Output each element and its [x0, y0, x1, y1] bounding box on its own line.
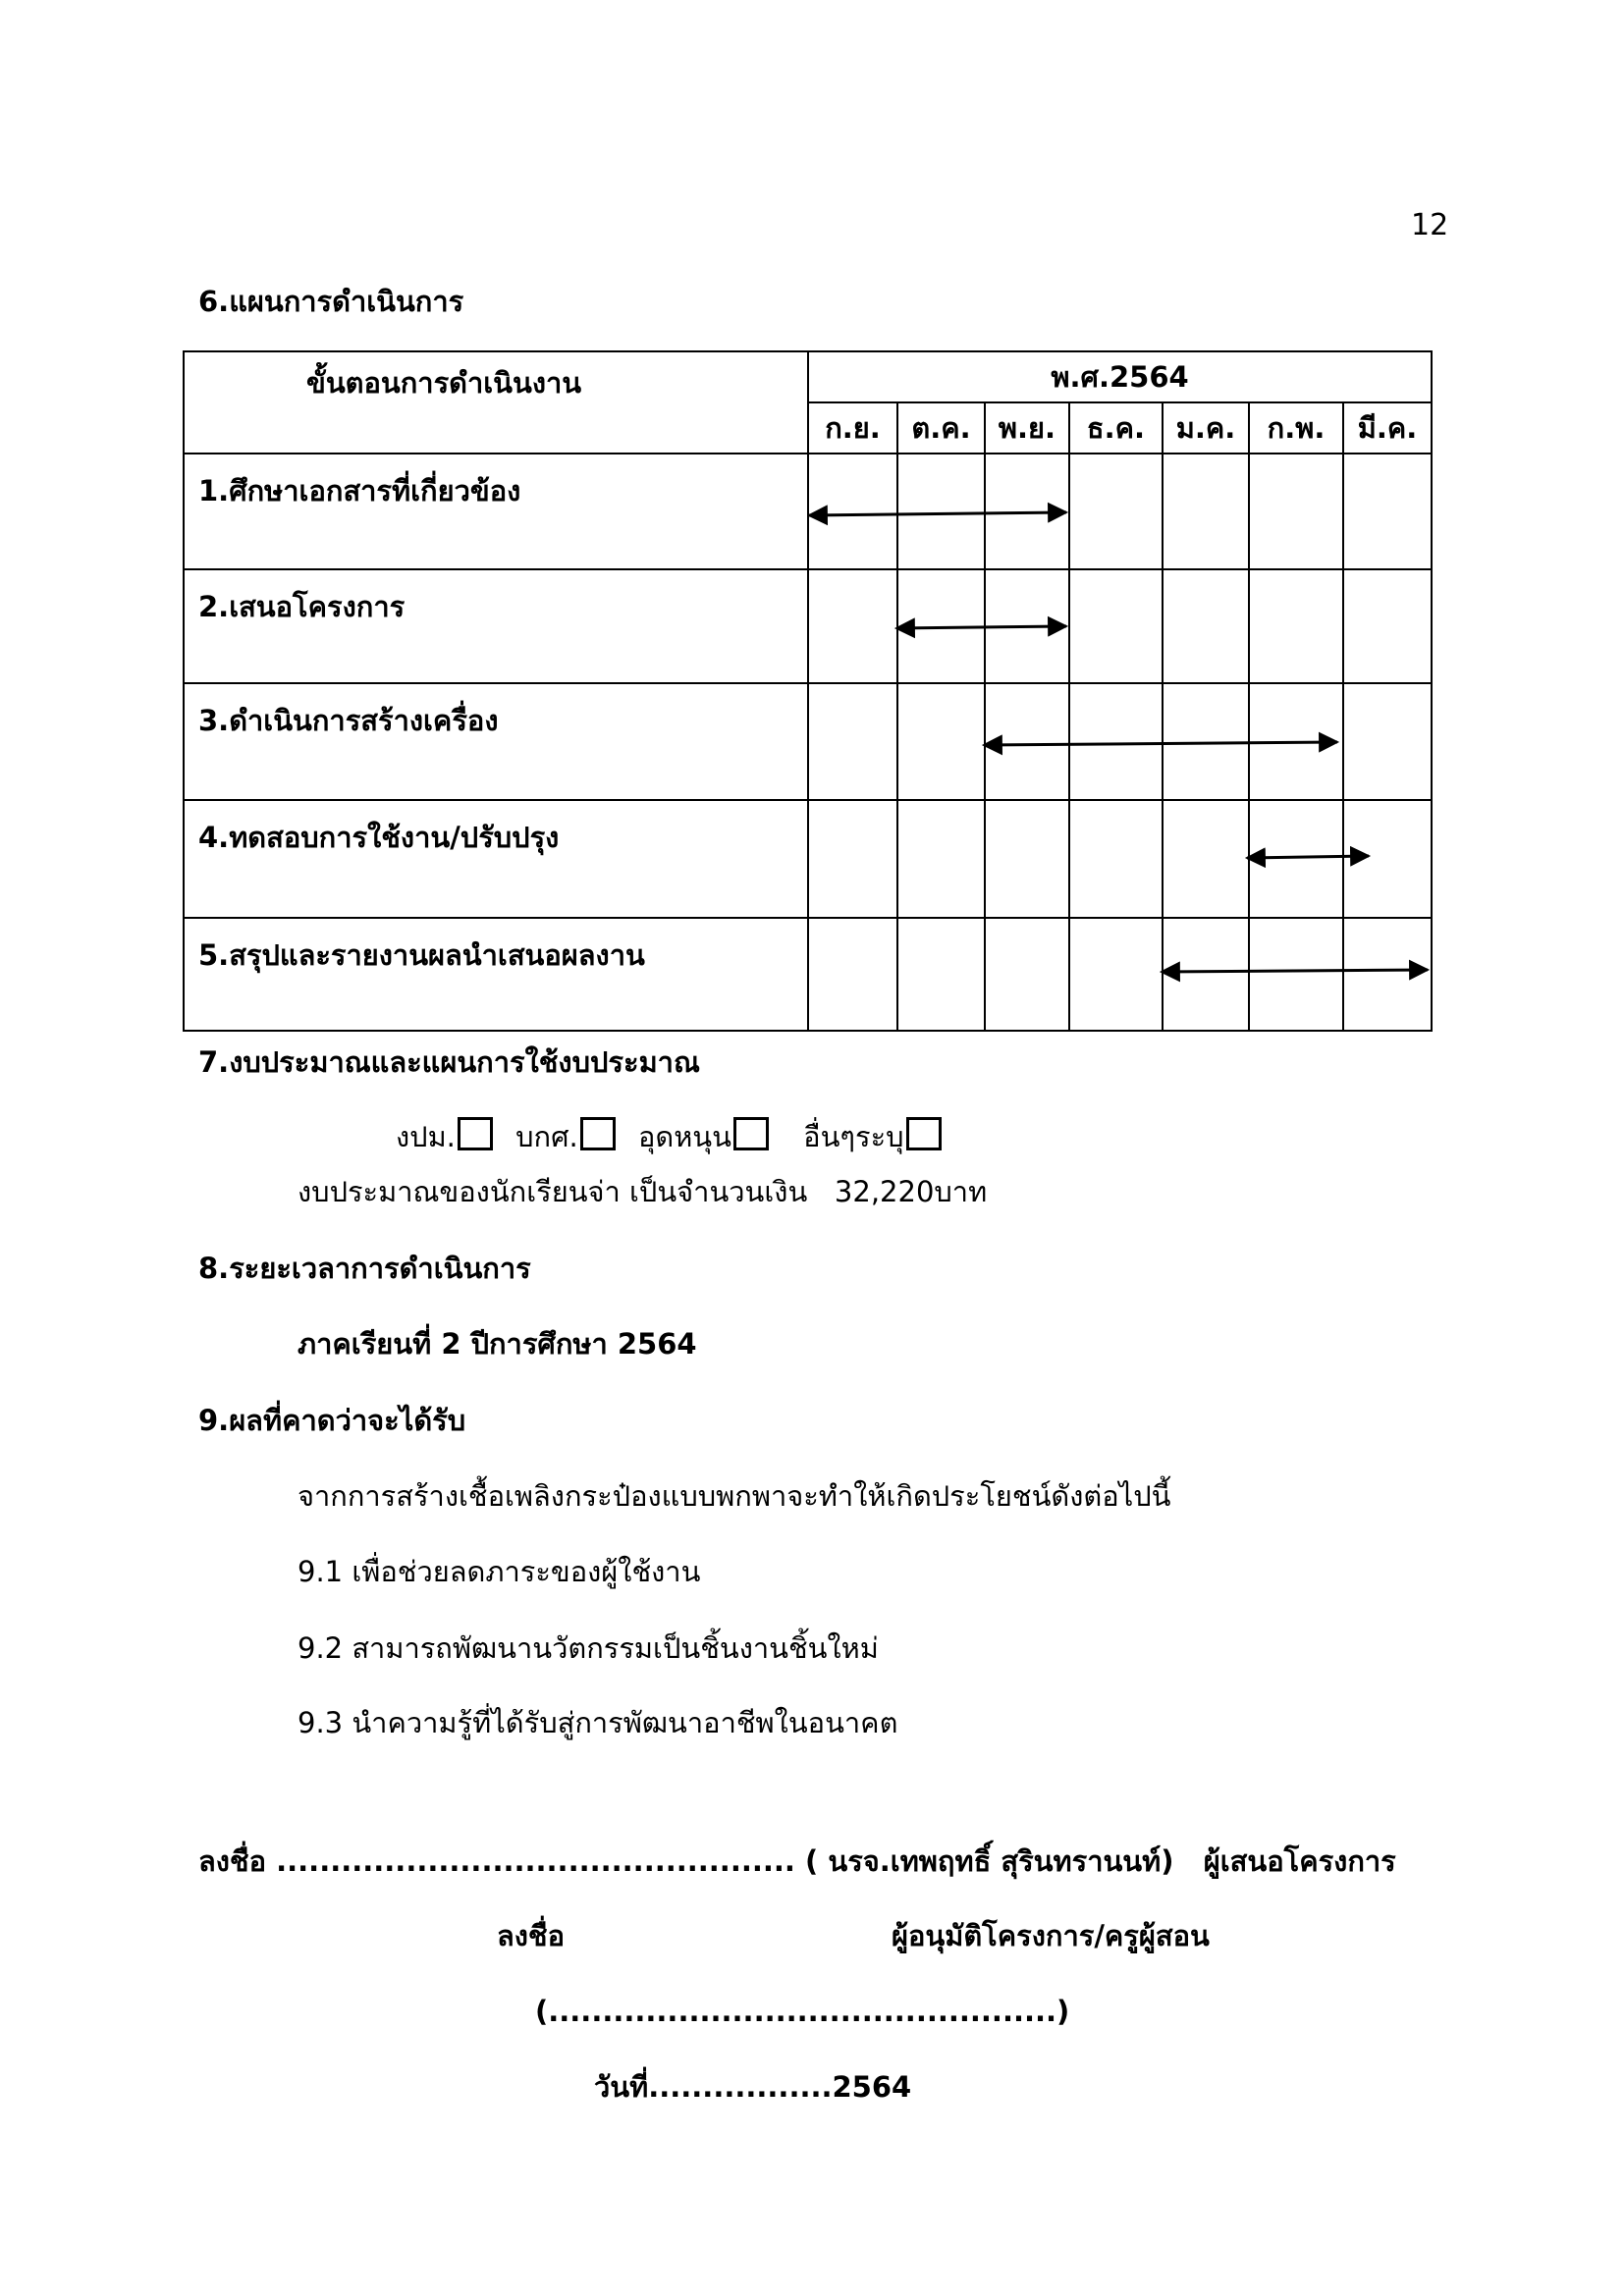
option-label: บกศ. — [515, 1120, 578, 1153]
option-label: อื่นๆระบุ — [803, 1120, 904, 1153]
section6-heading: 6.แผนการดำเนินการ — [198, 285, 464, 318]
option-label: อุดหนุน — [637, 1120, 731, 1153]
proposer-signature-line: ลงชื่อ ................................................ ( นรจ.เทพฤทธิ์ สุรินทรานนท์) ผู้เสนอโครงการ — [198, 1844, 1396, 1878]
timeline-table — [183, 350, 1433, 1032]
step-label: 4.ทดสอบการใช้งาน/ปรับปรุง — [184, 800, 808, 918]
option-checkbox[interactable] — [906, 1117, 942, 1150]
month-header: ก.ย. — [808, 402, 897, 454]
option-checkbox[interactable] — [458, 1117, 493, 1150]
table-row — [184, 683, 1432, 800]
date-line: วันที่.................2564 — [594, 2070, 912, 2104]
duration-text: ภาคเรียนที่ 2 ปีการศึกษา 2564 — [298, 1327, 697, 1361]
expected-result-item: 9.3 นำความรู้ที่ได้รับสู่การพัฒนาอาชีพในอนาคต — [298, 1706, 898, 1739]
section7-heading: 7.งบประมาณและแผนการใช้งบประมาณ — [198, 1045, 700, 1079]
budget-source-options — [396, 1117, 942, 1154]
approver-role: ผู้อนุมัติโครงการ/ครูผู้สอน — [892, 1919, 1210, 1952]
table-row — [184, 918, 1432, 1031]
month-header: ก.พ. — [1249, 402, 1343, 454]
column-header-steps: ขั้นตอนการดำเนินงาน — [184, 351, 808, 454]
section8-heading: 8.ระยะเวลาการดำเนินการ — [198, 1252, 531, 1285]
step-label: 5.สรุปและรายงานผลนำเสนอผลงาน — [184, 918, 808, 1031]
step-label: 3.ดำเนินการสร้างเครื่อง — [184, 683, 808, 800]
section9-heading: 9.ผลที่คาดว่าจะได้รับ — [198, 1404, 466, 1437]
expected-results-intro: จากการสร้างเชื้อเพลิงกระป๋องแบบพกพาจะทำให้เกิดประโยชน์ดังต่อไปนี้ — [298, 1479, 1171, 1513]
month-header: มี.ค. — [1343, 402, 1432, 454]
step-label: 2.เสนอโครงการ — [184, 569, 808, 683]
approver-name-line: (...............................................) — [535, 1995, 1070, 2028]
page-number: 12 — [1411, 208, 1449, 242]
table-row — [184, 454, 1432, 569]
expected-result-item: 9.1 เพื่อช่วยลดภาระของผู้ใช้งาน — [298, 1555, 701, 1588]
option-label: งปม. — [396, 1120, 456, 1153]
budget-amount-line: งบประมาณของนักเรียนจ่า เป็นจำนวนเงิน 32,220บาท — [298, 1175, 988, 1208]
step-label: 1.ศึกษาเอกสารที่เกี่ยวข้อง — [184, 454, 808, 569]
approver-sign-label: ลงชื่อ — [497, 1919, 566, 1952]
table-row — [184, 800, 1432, 918]
year-header: พ.ศ.2564 — [808, 351, 1432, 402]
option-checkbox[interactable] — [580, 1117, 616, 1150]
expected-result-item: 9.2 สามารถพัฒนานวัตกรรมเป็นชิ้นงานชิ้นใหม่ — [298, 1631, 879, 1665]
month-header: ม.ค. — [1163, 402, 1249, 454]
option-checkbox[interactable] — [733, 1117, 769, 1150]
table-row — [184, 569, 1432, 683]
month-header: ต.ค. — [897, 402, 985, 454]
month-header: ธ.ค. — [1069, 402, 1163, 454]
month-header: พ.ย. — [985, 402, 1069, 454]
